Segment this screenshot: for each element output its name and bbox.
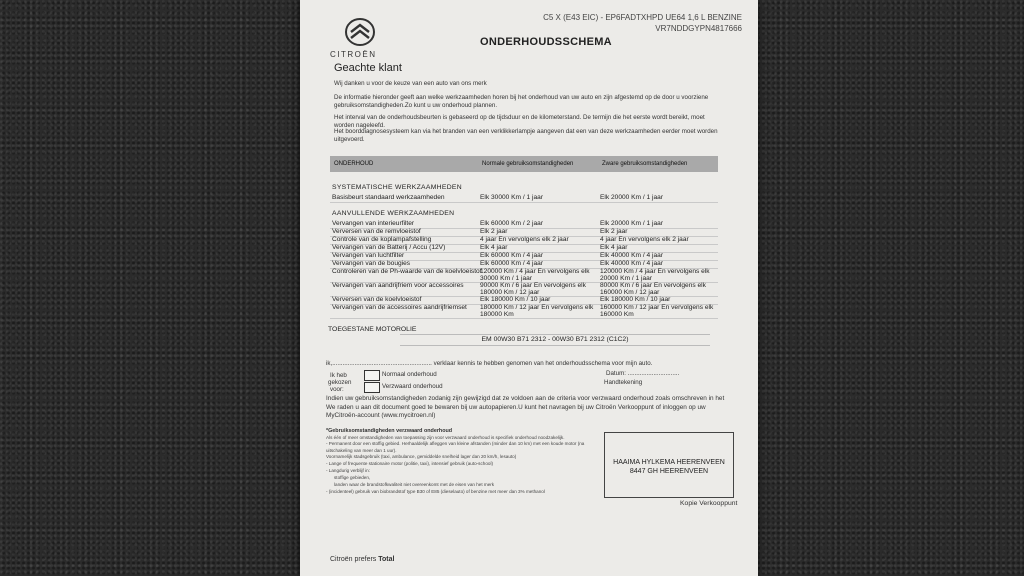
task: Vervangen van aandrijfriem voor accessoires [332, 282, 464, 289]
intro-paragraph-3: Het interval van de onderhoudsbeurten is gebaseerd op de tijdsduur en de kilometerstand. De termijn die het eerste wordt bereikt, moet worden nageleefd. [334, 114, 705, 129]
closing-text-2: We raden u aan dit document goed te bewaren bij uw autopapieren.U kunt het navragen bij uw Citroën Verkooppunt of inloggen op uw [326, 404, 706, 411]
heavy-interval: 80000 Km / 6 jaar En vervolgens elk 160000 Km / 12 jaar [600, 282, 706, 296]
footnote-line: landen waar de brandstofkwaliteit niet overeenkomt met de eisen van het merk [334, 482, 495, 487]
footnote-line: - (incidenteel) gebruik van biobrandstof type B30 of E85 (dieselauto) of benzine met meer dan 3% methanol [326, 489, 545, 494]
voor-label: voor: [330, 386, 344, 393]
normal-interval: 90000 Km / 6 jaar En vervolgens elk 180000 Km / 12 jaar [480, 282, 586, 296]
maintenance-document [300, 0, 758, 576]
normal-interval: Elk 30000 Km / 1 jaar [480, 194, 544, 201]
footnote-line: - Langdurig verblijf in: [326, 468, 370, 473]
stamp-caption: Kopie Verkooppunt [680, 500, 738, 507]
header-normal: Normale gebruiksomstandigheden [482, 161, 574, 167]
section-systematic: SYSTEMATISCHE WERKZAAMHEDEN [332, 184, 462, 191]
oil-specification: EM 00W30 B71 2312 - 00W30 B71 2312 (C1C2) [400, 334, 710, 346]
normal-maintenance-checkbox[interactable] [364, 370, 380, 381]
signature-label: Handtekening [604, 379, 643, 386]
footnote-line: - Permanent door een stoffig gebied. Herhaaldelijk afleggen van kleine afstanden (minder dan 10 km) met een koude motor (na uitschakeling van meer dan 1 uur). [326, 441, 585, 453]
ik-heb-label: Ik heb [330, 372, 347, 379]
footnote-line: Voornamelijk stadsgebruik (taxi, ambulance, gemiddelde snelheid lager dan 20 km/h, lesauto) [326, 454, 517, 459]
document-title: ONDERHOUDSSCHEMA [480, 36, 612, 48]
footnote-title: *Gebruiksomstandigheden verzwaard onderhoud [326, 428, 453, 434]
heavy-interval: Elk 180000 Km / 10 jaar [600, 296, 671, 303]
vehicle-model: C5 X (E43 EIC) - EP6FADTXHPD UE64 1,6 L BENZINE [543, 13, 742, 22]
table-row [330, 268, 718, 283]
heavy-interval: Elk 20000 Km / 1 jaar [600, 220, 664, 227]
heavy-interval: Elk 40000 Km / 4 jaar [600, 260, 664, 267]
closing-text-3: MyCitroën-account (www.mycitroen.nl) [326, 412, 436, 419]
vehicle-info [543, 12, 742, 34]
dealer-address: 8447 GH HEERENVEEN [629, 468, 709, 475]
heavy-interval: Elk 20000 Km / 1 jaar [600, 194, 664, 201]
task: Verversen van de remvloeistof [332, 228, 421, 235]
heavy-interval: 4 jaar En vervolgens elk 2 jaar [600, 236, 689, 243]
footnote-line: - Lange of frequente stationaire motor (politie, taxi), intensief gebruik (auto-school) [326, 461, 493, 466]
declaration-text: ik,.......................................................... verklaar kennis te hebben genomen van het onderhoudsschema voor mijn auto. [326, 360, 653, 367]
table-header [330, 156, 718, 172]
table-row [330, 304, 718, 319]
task: Vervangen van de accessoires aandrijfriemset [332, 304, 467, 311]
table-row [330, 282, 718, 297]
normal-interval: Elk 60000 Km / 4 jaar [480, 252, 544, 259]
task: Vervangen van luchtfilter [332, 252, 405, 259]
heavy-interval: 120000 Km / 4 jaar En vervolgens elk 20000 Km / 1 jaar [600, 268, 710, 282]
heavy-interval: Elk 40000 Km / 4 jaar [600, 252, 664, 259]
intro-paragraph-4: Het boorddiagnosesysteem kan via het branden van een verklikkerlampje aangeven dat een van deze werkzaamheden eerder moet worden uitgevoerd. [334, 128, 718, 143]
task: Vervangen van de Batterij / Accu (12V) [332, 244, 446, 251]
heavy-maintenance-checkbox[interactable] [364, 382, 380, 393]
table-row [330, 194, 718, 203]
normal-interval: Elk 60000 Km / 2 jaar [480, 220, 544, 227]
closing-text-1: Indien uw gebruiksomstandigheden zodanig zijn gewijzigd dat ze voldoen aan de criteria voor verzwaard onderhoud zoals omschreven in het [326, 395, 725, 402]
normal-interval: Elk 4 jaar [480, 244, 508, 251]
dealer-stamp [604, 432, 734, 498]
task: Basisbeurt standaard werkzaamheden [332, 194, 445, 201]
task: Controleren van de Ph-waarde van de koelvloeistof [332, 268, 482, 275]
normal-interval: 180000 Km / 12 jaar En vervolgens elk 180000 Km [480, 304, 594, 318]
footnote-line: Als één of meer omstandigheden van toepassing zijn voor verzwaard onderhoud is specifiek onderhoud noodzakelijk. [326, 435, 565, 440]
heavy-interval: 160000 Km / 12 jaar En vervolgens elk 160000 Km [600, 304, 714, 318]
oil-label: TOEGESTANE MOTOROLIE [328, 326, 417, 333]
normal-maintenance-label: Normaal onderhoud [382, 371, 437, 378]
section-additional: AANVULLENDE WERKZAAMHEDEN [332, 210, 455, 217]
task: Controle van de koplampafstelling [332, 236, 432, 243]
header-onderhoud: ONDERHOUD [334, 161, 374, 167]
heavy-interval: Elk 2 jaar [600, 228, 628, 235]
normal-interval: Elk 60000 Km / 4 jaar [480, 260, 544, 267]
normal-interval: Elk 180000 Km / 10 jaar [480, 296, 551, 303]
task: Vervangen van interieurfilter [332, 220, 415, 227]
brand-wordmark: CITROËN [330, 50, 377, 59]
heavy-maintenance-label: Verzwaard onderhoud [382, 383, 443, 390]
footnote-line: stoffige gebieden, [334, 475, 371, 480]
header-heavy: Zware gebruiksomstandigheden [602, 161, 688, 167]
footer-prefix: Citroën prefers [330, 556, 379, 563]
intro-paragraph-2: De informatie hieronder geeft aan welke werkzaamheden horen bij het onderhoud van uw auto en zijn afgestemd op de door u voorziene gebruiksomstandigheden.Zo kunt u uw onderhoud plannen. [334, 94, 709, 109]
normal-interval: 120000 Km / 4 jaar En vervolgens elk 30000 Km / 1 jaar [480, 268, 590, 282]
vehicle-vin: VR7NDDGYPN4817666 [655, 24, 742, 33]
footer-text [330, 556, 394, 563]
heavy-interval: Elk 4 jaar [600, 244, 628, 251]
greeting: Geachte klant [334, 62, 402, 74]
normal-interval: 4 jaar En vervolgens elk 2 jaar [480, 236, 569, 243]
date-field[interactable]: Datum: .............................. [606, 370, 680, 377]
intro-paragraph-1: Wij danken u voor de keuze van een auto van ons merk [334, 80, 487, 87]
normal-interval: Elk 2 jaar [480, 228, 508, 235]
gekozen-label: gekozen [328, 379, 352, 386]
dealer-name: HAAIMA HYLKEMA HEERENVEEN [613, 459, 725, 466]
footer-brand: Total [378, 556, 395, 563]
task: Verversen van de koelvloeistof [332, 296, 422, 303]
task: Vervangen van de bougies [332, 260, 411, 267]
